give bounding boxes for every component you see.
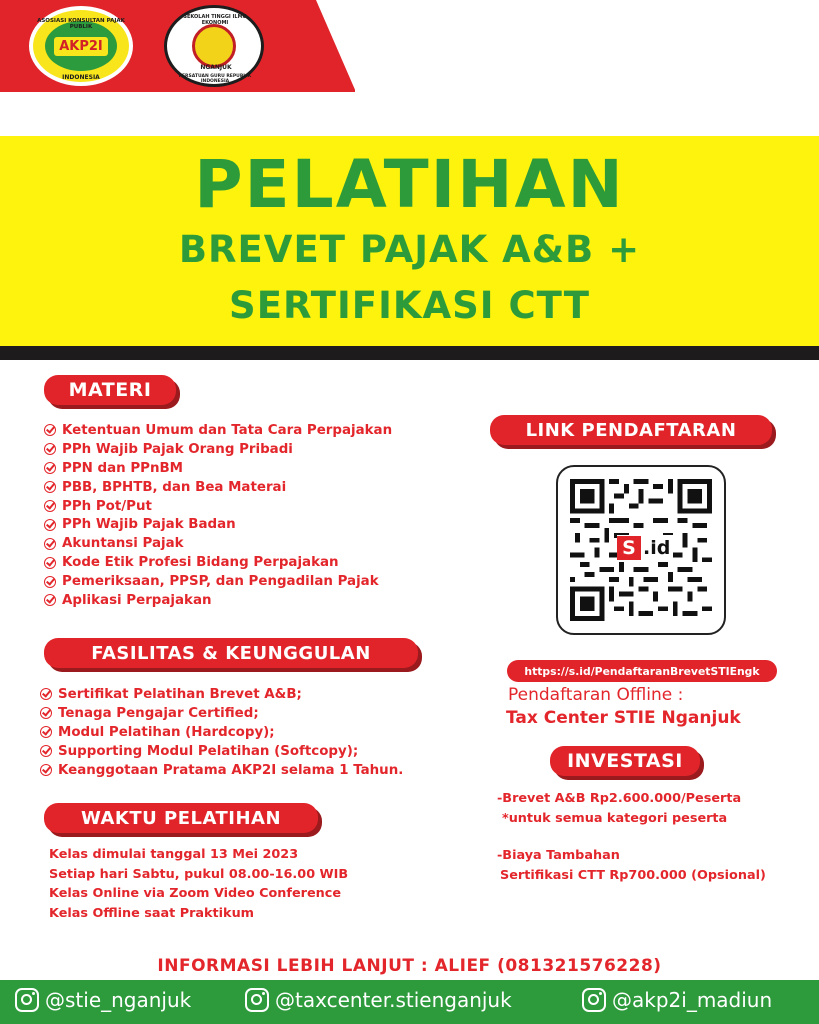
check-icon [40,726,52,738]
offline-location: Tax Center STIE Nganjuk [506,708,741,728]
check-icon [44,443,56,455]
fasilitas-header: FASILITAS & KEUNGGULAN [44,638,418,668]
list-item: PBB, BPHTB, dan Bea Materai [44,478,392,497]
investasi-price: -Brevet A&B Rp2.600.000/Peserta [497,791,742,806]
list-item: PPh Wajib Pajak Orang Pribadi [44,440,392,459]
check-icon [44,557,56,569]
page-title: PELATIHAN [194,146,625,223]
check-icon [44,462,56,474]
social-handle: @akp2i_madiun [612,988,773,1012]
title-line-2: BREVET PAJAK A&B + [178,228,641,271]
social-stie[interactable] [15,988,191,1012]
title-block [0,136,819,346]
divider-stripe [0,346,819,360]
check-icon [44,424,56,436]
check-icon [44,538,56,550]
list-item: Akuntansi Pajak [44,534,392,553]
list-item: PPh Wajib Pajak Badan [44,515,392,534]
check-icon [40,688,52,700]
social-taxcenter[interactable] [245,988,512,1012]
title-line-3: SERTIFIKASI CTT [229,284,590,327]
waktu-line: Setiap hari Sabtu, pukul 08.00-16.00 WIB [49,866,349,882]
sid-logo-s: S [617,536,641,560]
list-item: PPh Pot/Put [44,497,392,516]
check-icon [44,576,56,588]
social-handle: @taxcenter.stienganjuk [275,988,512,1012]
registration-link[interactable]: https://s.id/PendaftaranBrevetSTIEngk [507,660,777,682]
instagram-icon [245,988,269,1012]
waktu-line: Kelas dimulai tanggal 13 Mei 2023 [49,847,299,862]
list-item: Keanggotaan Pratama AKP2I selama 1 Tahun. [40,761,403,780]
pendaftaran-header: LINK PENDAFTARAN [490,415,772,445]
list-item: Modul Pelatihan (Hardcopy); [40,723,403,742]
sid-logo-id: .id [643,537,671,559]
check-icon [40,745,52,757]
materi-list [44,421,392,610]
stie-city-text: NGANJUK [200,64,232,71]
investasi-header: INVESTASI [550,746,700,776]
list-item: Kode Etik Profesi Bidang Perpajakan [44,553,392,572]
instagram-icon [582,988,606,1012]
check-icon [44,519,56,531]
waktu-details [49,845,348,923]
waktu-line: Kelas Offline saat Praktikum [49,905,255,921]
stie-top-text: SEKOLAH TINGGI ILMU EKONOMI [183,14,247,26]
social-akp2i[interactable] [582,988,772,1012]
investasi-details [497,789,741,828]
social-handle: @stie_nganjuk [45,988,192,1012]
list-item: Tenaga Pengajar Certified; [40,704,403,723]
waktu-header: WAKTU PELATIHAN [44,803,318,833]
waktu-line: Kelas Online via Zoom Video Conference [49,886,341,901]
list-item: Ketentuan Umum dan Tata Cara Perpajakan [44,421,392,440]
investasi-additional-label: -Biaya Tambahan [497,848,620,863]
akp2i-ring-text: ASOSIASI KONSULTAN PAJAK PUBLIK [37,18,125,30]
check-icon [44,500,56,512]
list-item: PPN dan PPnBM [44,459,392,478]
check-icon [40,764,52,776]
investasi-additional [497,846,766,885]
investasi-note: *untuk semua kategori peserta [502,810,728,826]
fasilitas-list [40,685,403,779]
investasi-ctt-price: Sertifikasi CTT Rp700.000 (Opsional) [500,867,766,883]
stie-bottom-text: PERSATUAN GURU REPUBLIK INDONESIA [178,74,252,84]
list-item: Aplikasi Perpajakan [44,591,392,610]
check-icon [40,707,52,719]
list-item: Supporting Modul Pelatihan (Softcopy); [40,742,403,761]
stie-emblem-icon [192,24,236,68]
akp2i-logo-label: AKP2I [54,37,108,56]
contact-info: INFORMASI LEBIH LANJUT : ALIEF (081321576228) [157,956,662,976]
offline-label: Pendaftaran Offline : [508,685,684,705]
check-icon [44,594,56,606]
list-item: Sertifikat Pelatihan Brevet A&B; [40,685,403,704]
instagram-icon [15,988,39,1012]
check-icon [44,481,56,493]
sid-logo [617,535,673,561]
list-item: Pemeriksaan, PPSP, dan Pengadilan Pajak [44,572,392,591]
materi-header: MATERI [44,375,176,405]
akp2i-country-text: INDONESIA [62,74,100,81]
